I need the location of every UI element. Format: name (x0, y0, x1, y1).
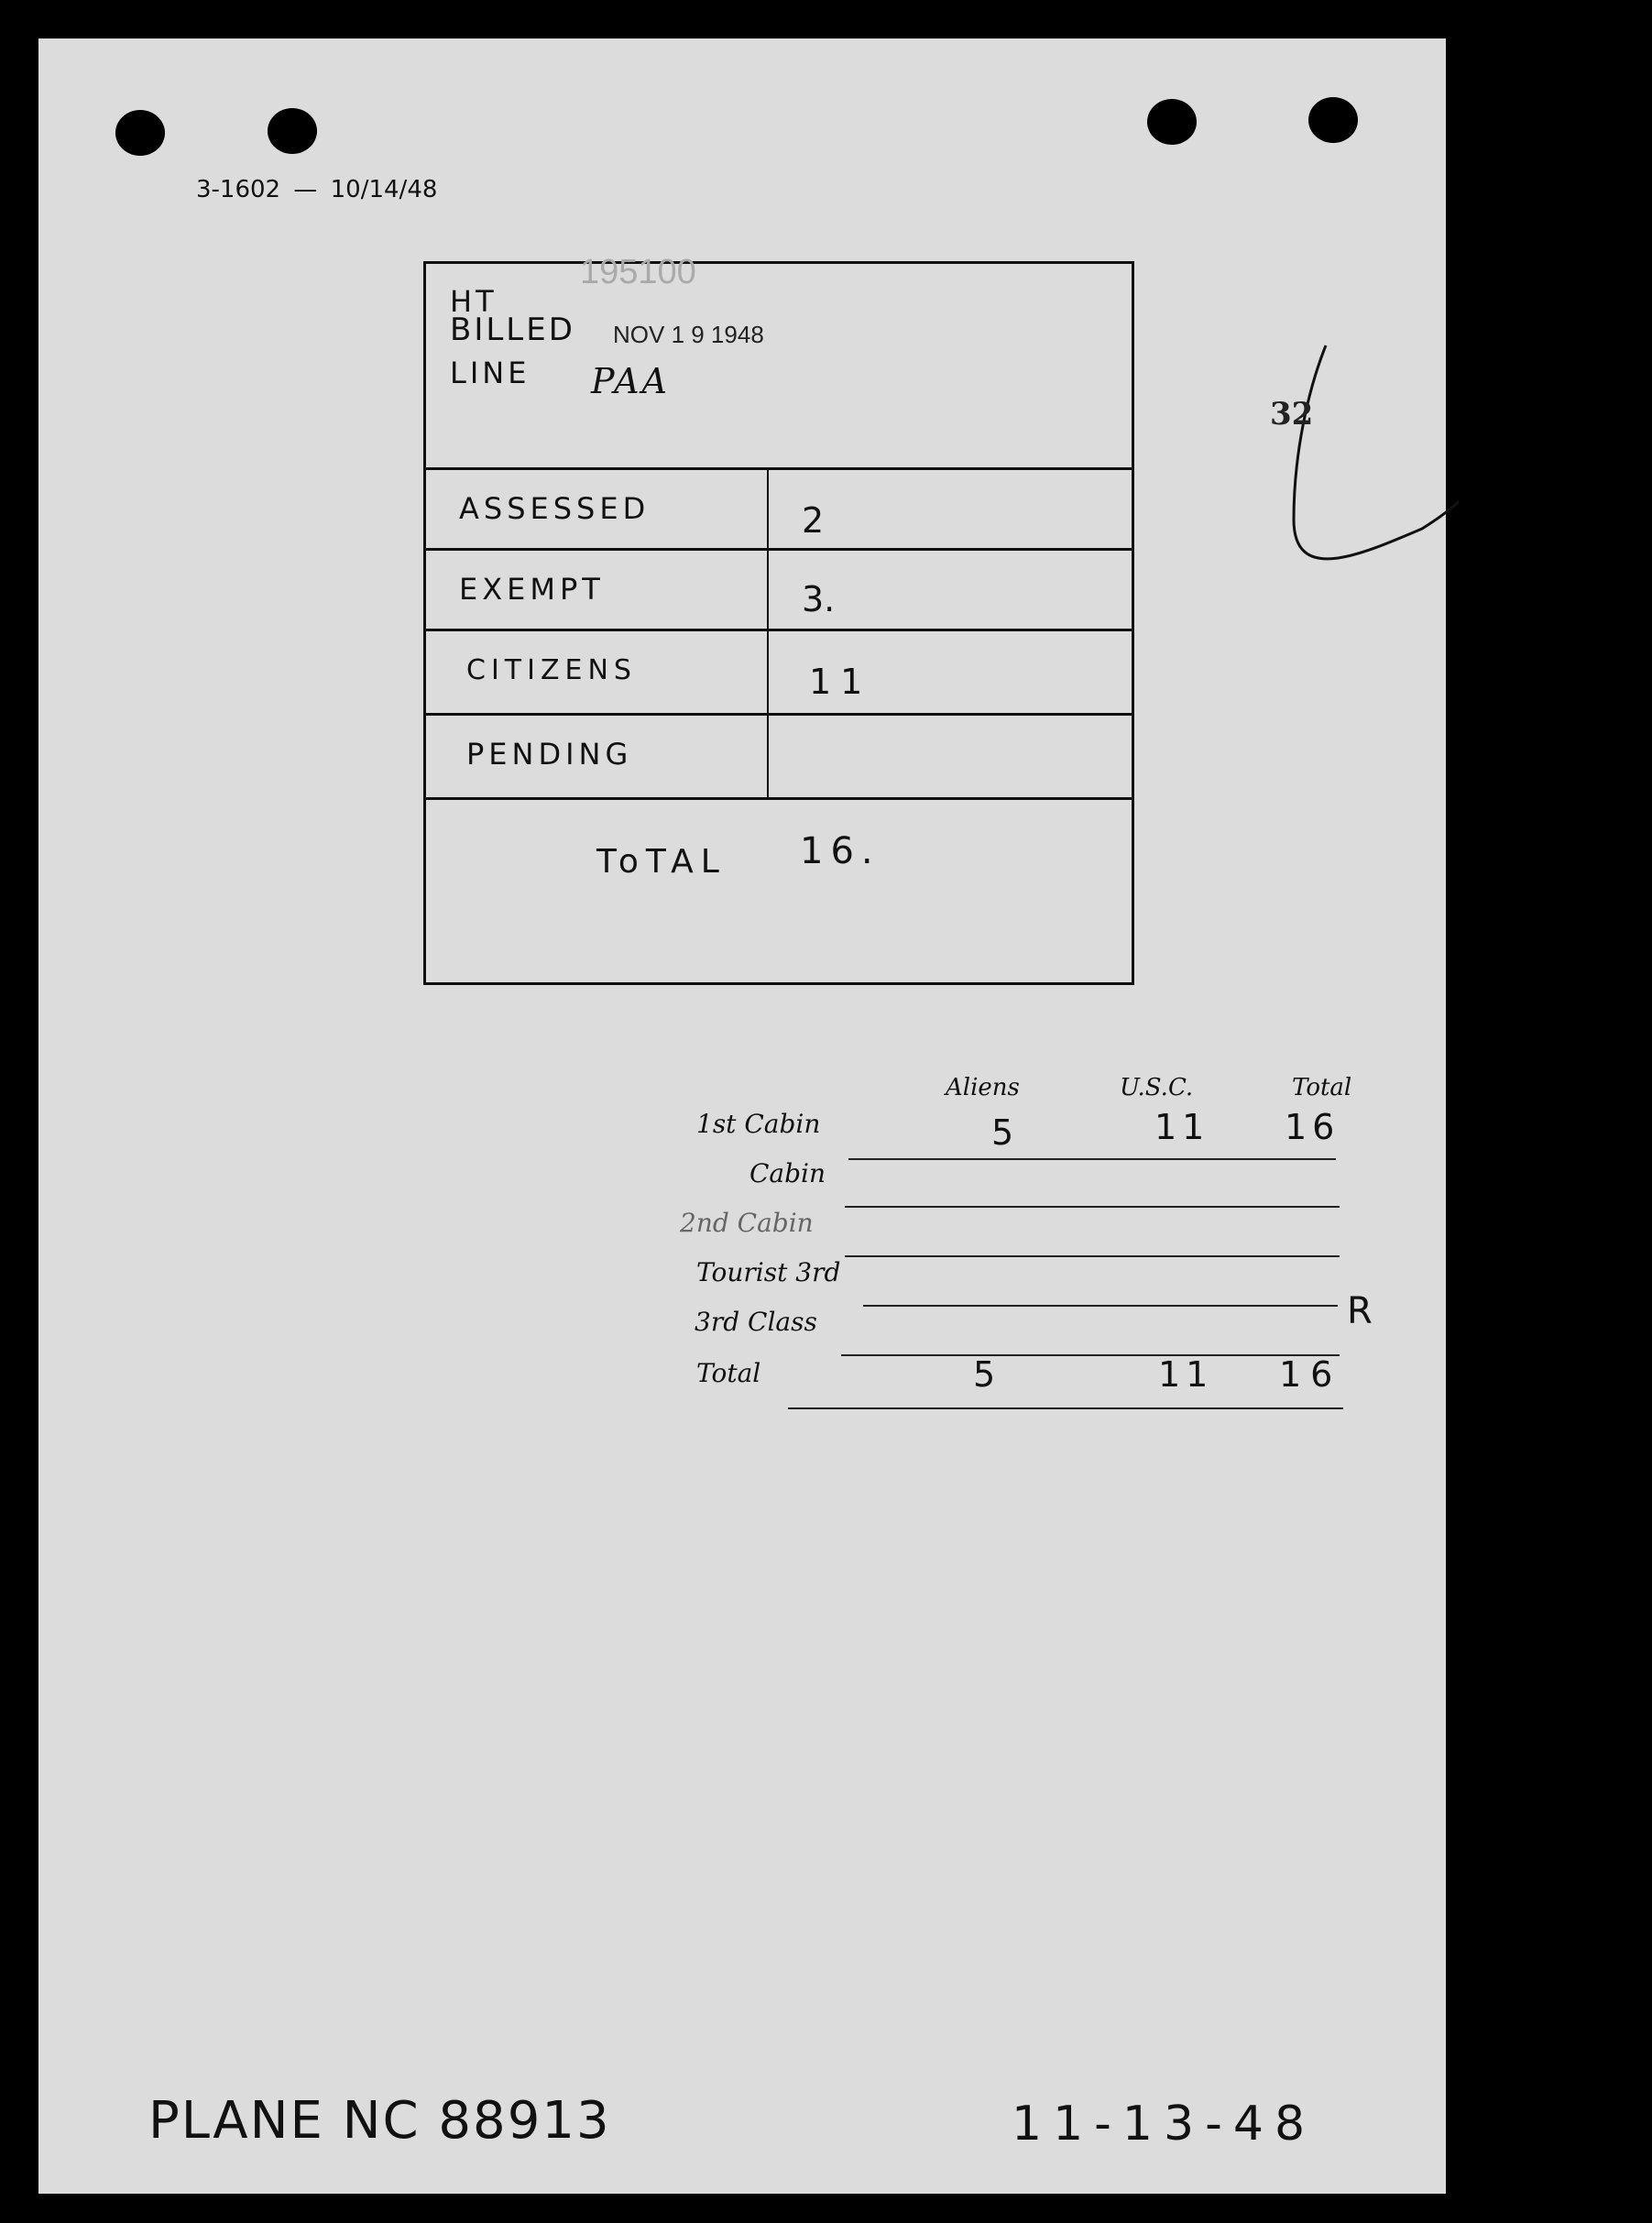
box-column-divider (767, 467, 769, 797)
margin-check-mark (1275, 309, 1459, 602)
cabin-row-label: 1st Cabin (696, 1109, 821, 1139)
cabin-row-rule (848, 1158, 1336, 1160)
box-divider-1 (426, 467, 1132, 470)
flight-date: 11-13-48 (1012, 2097, 1317, 2152)
row-value-citizens: 11 (809, 662, 872, 702)
cabin-row-rule (845, 1206, 1340, 1208)
row-value-assessed: 2 (802, 500, 825, 541)
cabin-row-label: Total (696, 1358, 761, 1388)
plane-id: PLANE NC 88913 (148, 2091, 611, 2151)
document-page (38, 38, 1446, 2194)
cabin-row-rule (845, 1255, 1340, 1257)
ht-label: HT (450, 284, 498, 319)
side-mark: R (1347, 1290, 1373, 1332)
header-total: Total (1292, 1074, 1352, 1101)
box-divider-4 (426, 713, 1132, 716)
row-label-pending: PENDING (466, 737, 633, 772)
box-divider-5 (426, 797, 1132, 800)
doc-dash: — (293, 176, 318, 203)
row-label-assessed: ASSESSED (459, 491, 651, 526)
cabin-row-label: Tourist 3rd (696, 1257, 841, 1287)
cabin-row-aliens: 5 (973, 1354, 996, 1395)
punch-hole-4 (1308, 97, 1358, 143)
cabin-row-usc: 11 (1154, 1107, 1210, 1147)
row-label-exempt: EXEMPT (459, 572, 605, 607)
billed-date: NOV 1 9 1948 (613, 321, 764, 348)
cabin-row-rule (841, 1354, 1340, 1356)
cabin-row-label: 2nd Cabin (680, 1208, 814, 1238)
line-value: PAA (591, 361, 670, 401)
cabin-row-total: 16 (1279, 1354, 1342, 1395)
row-label-citizens: CITIZENS (466, 654, 637, 686)
cabin-row-label: 3rd Class (695, 1307, 817, 1337)
header-usc: U.S.C. (1120, 1074, 1194, 1101)
box-divider-2 (426, 548, 1132, 551)
doc-reference (196, 176, 437, 203)
stamp-number: 195100 (580, 253, 696, 291)
doc-date: 10/14/48 (330, 176, 438, 203)
cabin-row-total: 16 (1285, 1107, 1340, 1147)
header-aliens: Aliens (946, 1074, 1020, 1101)
cabin-row-label: Cabin (749, 1158, 826, 1188)
punch-hole-3 (1147, 99, 1197, 145)
total-label: ToTAL (596, 843, 727, 881)
punch-hole-1 (115, 110, 165, 156)
cabin-row-rule (863, 1305, 1338, 1307)
doc-number: 3-1602 (196, 176, 281, 203)
cabin-row-aliens: 5 (991, 1112, 1014, 1153)
page-number: 32 (1270, 396, 1314, 433)
cabin-row-usc: 11 (1158, 1354, 1214, 1395)
tally-box (423, 253, 1134, 985)
cabin-row-rule (788, 1407, 1343, 1409)
line-label: LINE (450, 356, 531, 390)
punch-hole-2 (268, 108, 317, 154)
billed-label: BILLED (450, 312, 575, 348)
row-value-exempt: 3. (802, 579, 836, 619)
box-divider-3 (426, 629, 1132, 631)
total-value: 16. (800, 830, 881, 872)
